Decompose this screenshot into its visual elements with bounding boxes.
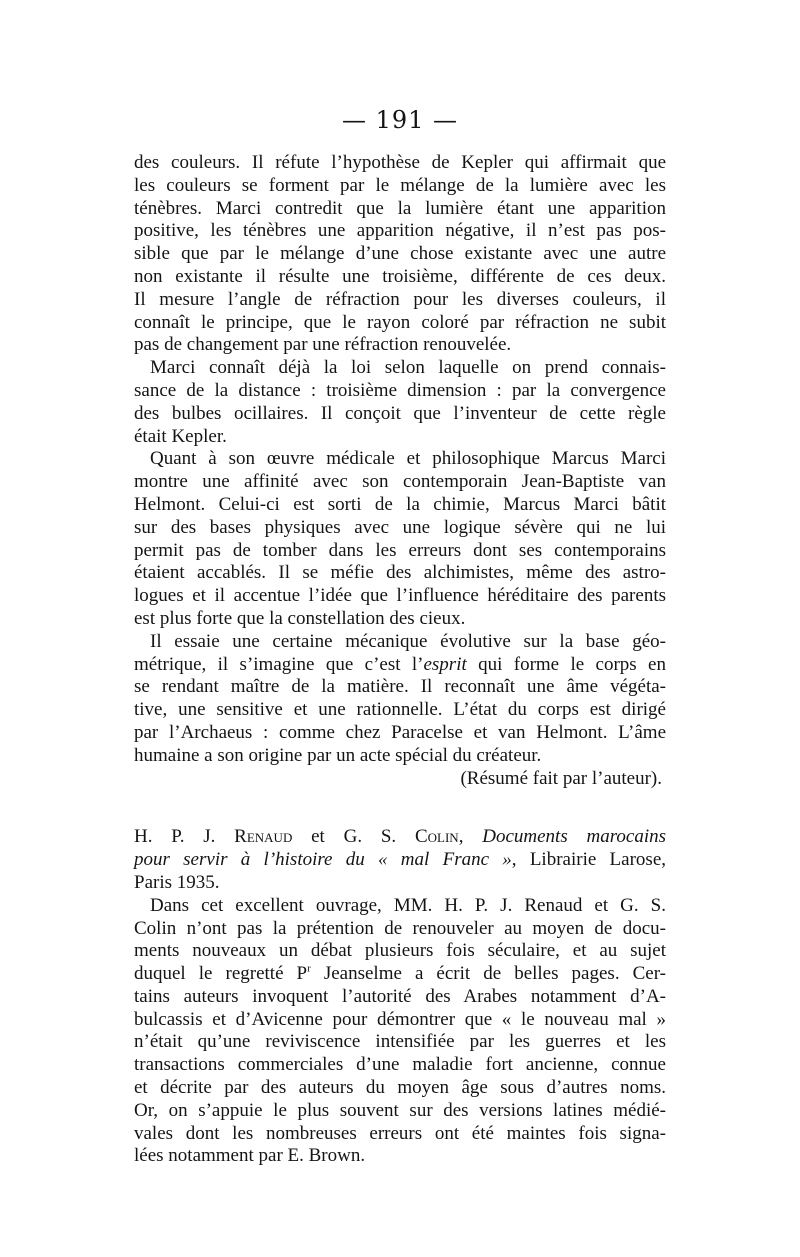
section-gap: [134, 790, 666, 826]
body-text: [134, 152, 666, 1168]
text-line: ténèbres. Marci contredit que la lumière étant une apparition: [134, 197, 666, 219]
text-line: était Kepler.: [134, 425, 227, 447]
text-line: des bulbes ocillaires. Il conçoit que l’inventeur de cette règle: [134, 402, 666, 424]
text-line: logues et il accentue l’idée que l’influence héréditaire des parents: [134, 585, 666, 607]
text-line: se rendant maître de la matière. Il reconnaît une âme végéta-: [134, 676, 666, 698]
text-line: pas de changement par une réfraction renouvelée.: [134, 334, 512, 356]
page-number: — 191 —: [341, 106, 459, 134]
text-line: des couleurs. Il réfute l’hypothèse de Kepler qui affirmait que: [134, 152, 666, 173]
italic-word: esprit: [423, 653, 467, 675]
text-segment: qui forme le corps en: [466, 653, 666, 675]
text-line: montre une affinité avec son contemporain Jean-Baptiste van: [134, 471, 666, 493]
text-segment: duquel le regretté P: [134, 963, 308, 985]
text-line: permit pas de tomber dans les erreurs dont ses contemporains: [134, 539, 666, 561]
text-segment: métrique, il s’imagine que c’est l’: [134, 653, 424, 675]
text-line: tive, une sensitive et une rationnelle. L’état du corps est dirigé: [134, 699, 666, 721]
text-line: vales dont les nombreuses erreurs ont été maintes fois signa-: [134, 1122, 666, 1144]
book-title: Documents marocains: [482, 826, 667, 848]
text-line: [134, 963, 666, 986]
text-line: lées notamment par E. Brown.: [134, 1145, 366, 1167]
summary-note: (Résumé fait par l’auteur).: [460, 767, 662, 789]
book-title: pour servir à l’histoire du « mal Franc »: [134, 849, 512, 871]
text-line: sur des bases physiques avec une logique sévère qui ne lui: [134, 516, 666, 538]
publisher: , Librairie Larose,: [511, 849, 666, 871]
text-line: étaient accablés. Il se méfie des alchimistes, même des astro-: [134, 562, 666, 584]
text-line: sible que par le mélange d’une chose existante avec une autre: [134, 243, 666, 265]
text-line: Or, on s’appuie le plus souvent sur des versions latines médié-: [134, 1099, 666, 1121]
text-line: est plus forte que la constellation des cieux.: [134, 607, 466, 629]
text-line: positive, les ténèbres une apparition négative, il n’est pas pos-: [134, 220, 666, 242]
text-line: n’était qu’une reviviscence intensifiée par les guerres et les: [134, 1031, 666, 1053]
authors: H. P. J.: [134, 826, 235, 848]
text-line: transactions commerciales d’une maladie fort ancienne, connue: [134, 1054, 666, 1076]
text-line: tains auteurs invoquent l’autorité des Arabes notamment d’A-: [134, 985, 666, 1007]
text-line: Dans cet excellent ouvrage, MM. H. P. J. Renaud et G. S.: [150, 894, 666, 916]
text-line: Marci connaît déjà la loi selon laquelle on prend connais-: [150, 357, 666, 379]
text-line: [134, 654, 666, 677]
text-line: par l’Archaeus : comme chez Paracelse et van Helmont. L’âme: [134, 721, 666, 743]
text-line: Il mesure l’angle de réfraction pour les diverses couleurs, il: [134, 288, 666, 310]
text-line: Quant à son œuvre médicale et philosophique Marcus Marci: [150, 448, 666, 470]
author-surname: Renaud: [234, 826, 293, 848]
text-line: Helmont. Celui-ci est sorti de la chimie, Marcus Marci bâtit: [134, 493, 666, 515]
text-line: ments nouveaux un débat plusieurs fois séculaire, et au sujet: [134, 940, 666, 962]
text-line: Il essaie une certaine mécanique évolutive sur la base géo-: [150, 630, 666, 652]
review-citation-line: Paris 1935.: [134, 871, 220, 893]
text-line: et décrite par des auteurs du moyen âge sous d’autres noms.: [134, 1077, 666, 1099]
text-segment: Jeanselme a écrit de belles pages. Cer-: [310, 963, 666, 985]
separator: ,: [458, 826, 483, 848]
text-line: sance de la distance : troisième dimension : par la convergence: [134, 379, 666, 401]
authors: et G. S.: [292, 826, 415, 848]
text-line: les couleurs se forment par le mélange de la lumière avec les: [134, 174, 666, 196]
text-line: non existante il résulte une troisième, différente de ces deux.: [134, 265, 666, 287]
text-line: Colin n’ont pas la prétention de renouveler au moyen de docu-: [134, 917, 666, 939]
author-surname: Colin: [414, 826, 459, 848]
review-citation-line: [134, 826, 666, 849]
text-line: bulcassis et d’Avicenne pour démontrer que « le nouveau mal »: [134, 1008, 666, 1030]
review-citation-line: [134, 849, 666, 872]
text-line: humaine a son origine par un acte spécial du créateur.: [134, 744, 542, 766]
text-line: connaît le principe, que le rayon coloré par réfraction ne subit: [134, 311, 666, 333]
superscript: r: [307, 962, 311, 975]
